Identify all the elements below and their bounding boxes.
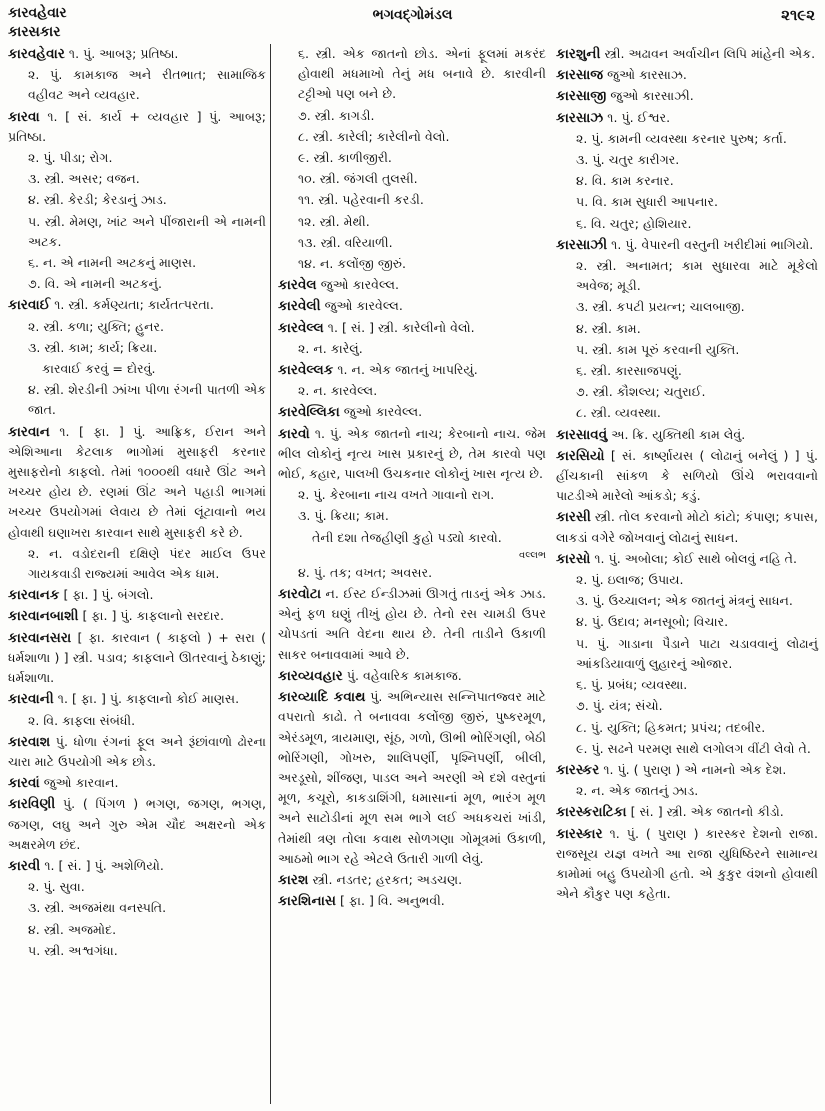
dictionary-entry [278,424,546,485]
definition-text: ૬. ન. એ નામની અટકનું માણસ. [28,255,197,271]
dictionary-entry [8,773,266,793]
headword: કારવાશ [8,733,51,750]
dictionary-entry [556,86,818,106]
entry-sense [278,212,546,232]
dictionary-entry [556,446,818,507]
headword: કારવેલ્લિકા [278,404,340,421]
entry-sense [278,127,546,147]
definition-text: ૧૩. સ્ત્રી. વરિયાળી. [298,234,393,250]
headword: કારસ્કાર [556,825,603,842]
entry-sense [278,563,546,583]
entry-sense [556,319,818,339]
dictionary-entry [8,628,266,689]
definition-text: ૧. [ ફા. ] પું. કાફલાનો કોઈ માણસ. [53,691,240,707]
entry-sense [556,612,818,632]
dictionary-entry [556,549,818,569]
definition-text: ૪. સ્ત્રી. કામ. [576,320,641,336]
headword: કારશિનાસ [278,893,336,910]
dictionary-entry [278,275,546,295]
definition-text: ૧૨. સ્ત્રી. મેથી. [298,213,370,229]
headword: કારવાન [8,423,50,440]
entry-sense [556,171,818,191]
column-2 [278,44,546,912]
entry-sense [556,718,818,738]
entry-sense [8,877,266,897]
dictionary-entry [8,44,266,64]
definition-text: ૧. પું. એક જાતનો નાચ; કેરબાનો નાચ. જેમ ભીલ લોકોનું નૃત્ય ખાસ પ્રકારનું છે, તેમ કારવો પણ ભોઈ, કહાર, પાલખી ઉચકનાર લોકોનું ખાસ નૃત્ય છે. [278,425,546,482]
entry-sense [8,212,266,252]
definition-text: ૨. ન. કારેલું. [298,340,363,356]
headword: કારસાવવું [556,426,608,443]
definition-text: ૮. સ્ત્રી. વ્યવસ્થા. [576,405,661,421]
headword: કારવા [8,108,40,125]
definition-text: જુઓ કારસાઝી. [606,88,694,104]
entry-sense [278,485,546,505]
definition-text: ૧૪. ન. કલોંજી જીરું. [298,256,407,272]
definition-text: ૬. પું. પ્રબંધ; વ્યવસ્થા. [576,677,688,693]
dictionary-entry [278,666,546,686]
definition-text: વલ્લભ [519,549,546,561]
definition-text: ૪. પું. તક; વખત; અવસર. [298,564,433,580]
headword: કારવોટા [278,586,322,603]
headword: કારસી [556,509,591,526]
entry-sense [8,711,266,731]
definition-text: જુઓ કારવેલ્લ. [316,277,400,293]
definition-text: ૬. વિ. ચતુર; હોશિયાર. [576,215,692,231]
headword: કારવાં [8,775,40,792]
definition-text: જુઓ કારસાઝ. [603,67,687,83]
definition-text: પું. ( પિંગળ ) ભગણ, જગણ, ભગણ, જગણ, લઘુ અને ગુરુ એમ ચૌદ અક્ષરનો એક અક્ષરમેળ છંદ. [8,796,266,852]
headword: કારવી [8,857,41,874]
headword: કારસ્કરાટિકા [556,804,627,821]
entry-sense [8,253,266,273]
definition-text: ૧. સ્ત્રી. કર્મણ્યતા; કાર્યતત્પરતા. [50,297,214,313]
definition-text: ૨. પું. સુવા. [28,879,85,895]
dictionary-entry [556,235,818,255]
headword: કારશ [278,871,309,888]
definition-text: ૫. સ્ત્રી. અશ્વગંધા. [28,942,118,958]
definition-text: ૪. સ્ત્રી. અજમોદ. [28,921,117,937]
definition-text: ૧. પું. આબરૂ; પ્રતિષ્ઠા. [64,46,179,61]
dictionary-entry [556,65,818,85]
dictionary-entry [8,107,266,147]
definition-text: ન. ઈસ્ટ ઈન્ડીઝમાં ઊગતું તાડનું એક ઝાડ. એનું ફળ ઘણું તીખું હોય છે. તેનો રસ ચામડી ઉપર ચોપડતાં અતિ વેદના થાય છે. તેની તાડીને ઉકાળી સાકર બનાવવામાં આવે છે. [278,586,546,662]
dictionary-entry [556,802,818,822]
definition-text: ૨. ન. વડોદરાની દક્ષિણે પંદર માઈલ ઉપર ગાયકવાડી રાજ્યમાં આવેલ એક ધામ. [28,545,266,582]
definition-text: પું. ધોળા રંગનાં ફૂલ અને રૂંછાંવાળો ઢોરના ચારા માટે ઉપયોગી એક છોડ. [8,733,266,769]
entry-sense [8,190,266,210]
definition-text: ૩. સ્ત્રી. અજમંથા વનસ્પતિ. [28,900,167,916]
definition-text: ૪. સ્ત્રી. કેરડી; કેરડાનું ઝાડ. [28,192,167,208]
definition-text: ૩. પું. ચતુર કારીગર. [576,152,680,168]
dictionary-entry [8,422,266,543]
definition-text: ૧. પું. અબોલા; કોઈ સાથે બોલવું નહિ તે. [590,550,798,566]
dictionary-entry [278,318,546,338]
dictionary-entry [8,295,266,315]
headword: કારવિણી [8,796,56,813]
headword: કારવો [278,425,310,442]
definition-text: [ ફા. કારવાન ( કાફલો ) + સરા ( ધર્મશાળા ) ] સ્ત્રી. પડાવ; કાફલાને ઊતરવાનું ઠેકાણું; ધર્મશાળા. [8,629,266,686]
definition-text: ૨. વિ. કાફલા સંબંધી. [28,712,136,728]
definition-text: ૪. વિ. કામ કરનાર. [576,173,674,189]
entry-sense [278,506,546,526]
entry-sense [8,920,266,940]
definition-text: [ સં. કાર્ષ્ણાયસ ( લોઢાનું બનેલું ) ] પું. હીંચકાની સાંકળ કે સળિયો ઊંચે ભરાવવાનો પાટડીએ મારેલો આંકડો; કડું. [556,447,818,504]
entry-sense [278,44,546,105]
definition-text: ૫. સ્ત્રી. કામ પૂરું કરવાની યુક્તિ. [576,341,740,357]
entry-sense [556,361,818,381]
source-citation [278,549,546,562]
entry-sense [8,65,266,105]
definition-text: ૩. સ્ત્રી. કપટી પ્રયત્ન; ચાલબાજી. [576,299,745,315]
entry-sense [556,675,818,695]
definition-text: અ. ક્રિ. યુક્તિથી કામ લેવું. [607,426,746,442]
entry-sense [278,381,546,401]
definition-text: ૪. પું. ઉદાવ; મનસૂબો; વિચાર. [576,614,729,630]
entry-sense [8,380,266,420]
definition-text: ૩. પું. ક્રિયા; કામ. [298,508,389,524]
definition-text: ૧૧. સ્ત્રી. પહેરવાની કરડી. [298,192,424,208]
definition-text: ૨. ન. એક જાતનું ઝાડ. [576,783,699,799]
definition-text: ૧. પું. ઈશ્વર. [603,109,671,125]
headword: કારશુની [556,46,601,62]
headword: કારવ્યાદિ કવાથ [278,689,366,706]
entry-sense [278,106,546,126]
headword: કારવેલ્લક [278,362,334,379]
definition-text: ૨. સ્ત્રી. અનામત; કામ સુધારવા માટે મૂકેલો અવેજ; મૂડી. [576,258,818,294]
definition-text: સ્ત્રી. અઢાવન અર્વાચીન લિપિ માંહેની એક. [600,46,816,61]
entry-sense [556,739,818,759]
definition-text: ૭. સ્ત્રી. કાગડી. [298,107,375,123]
entry-sense [556,634,818,674]
entry-sense [8,169,266,189]
dictionary-entry [278,584,546,665]
entry-sense [278,148,546,168]
definition-text: ૫. સ્ત્રી. મેમણ, ખાંટ અને પીંજારાની એ નામની અટક. [28,213,266,249]
dictionary-entry [8,606,266,626]
definition-text: ૪. સ્ત્રી. શેરડીની ઝાંખા પીળા રંગની પાતળી એક જાત. [28,382,266,418]
entry-sense [556,781,818,801]
definition-text: ૧. [ સં. કાર્ય + વ્યવહાર ] પું. આબરૂ; પ્રતિષ્ઠા. [8,108,266,144]
entry-sense [556,696,818,716]
definition-text: ૨. પું. કેરબાના નાચ વખતે ગાવાનો રાગ. [298,487,495,503]
dictionary-entry [8,585,266,605]
definition-text: પું. વહેવારિક કામકાજ. [342,667,462,683]
dictionary-entry [556,507,818,547]
entry-sense [556,340,818,360]
dictionary-entry [556,760,818,780]
definition-text: ૭. સ્ત્રી. કૌશલ્ય; ચતુરાઈ. [576,384,706,400]
headword: કારસિયો [556,447,605,464]
definition-text: ૧૦. સ્ત્રી. જંગલી તુલસી. [298,171,418,187]
column-1 [8,44,266,962]
headword: કારવાનબાશી [8,608,79,625]
entry-sense [278,233,546,253]
headword: કારસાઝ [556,109,604,126]
dictionary-entry [278,687,546,869]
book-title: ભગવદ્ગોમંડલ [372,7,453,23]
definition-text: સ્ત્રી. તોલ કરવાનો મોટો કાંટો; કંપાણ; કપાસ, લાકડાં વગેરે જોખવાનું લોઢાનું સાધન. [556,509,818,545]
column-divider [270,44,271,1104]
entry-sense [8,359,266,379]
dictionary-entry [556,108,818,128]
headword: કારવાનક [8,587,60,604]
entry-sense [556,382,818,402]
entry-sense [278,190,546,210]
headword: કારવાનસરા [8,629,72,646]
dictionary-entry [556,425,818,445]
headword: કારસ્કર [556,761,600,778]
dictionary-entry [8,732,266,772]
dictionary-entry [556,824,818,905]
entry-sense [8,274,266,294]
definition-text: ૮. પું. યુક્તિ; હિકમત; પ્રપંચ; તદબીર. [576,719,766,735]
headword: કારસાઝી [556,236,608,253]
definition-text: ૧. પું. ( પુરાણ ) એ નામનો એક દેશ. [599,761,787,777]
dictionary-entry [278,360,546,380]
definition-text: ૭. પું. યંત્ર; સંચો. [576,698,663,714]
definition-text: [ સં. ] સ્ત્રી. એક જાતનો કીડો. [626,804,784,820]
first-headword: કારવહેવાર [8,5,67,21]
definition-text: ૮. સ્ત્રી. કારેલી; કારેલીનો વેલો. [298,128,450,144]
entry-sense [556,591,818,611]
dictionary-entry [8,856,266,876]
entry-sense [278,254,546,274]
entry-sense [556,297,818,317]
definition-text: ૩. સ્ત્રી. અસર; વજન. [28,171,140,187]
definition-text: જુઓ કારવાન. [39,775,119,791]
headword: કારસો [556,550,591,567]
entry-sense [8,544,266,584]
definition-text: જુઓ કારવેલ્લ. [339,404,423,420]
headword: કારવહેવાર [8,46,65,62]
dictionary-entry [278,891,546,911]
entry-sense [556,570,818,590]
headword: કારવાઈ [8,297,51,314]
headword: કારવ્યવહાર [278,667,343,684]
definition-text: [ ફા. ] પું. કાફલાનો સરદાર. [78,608,225,624]
definition-text: જુઓ કારવેલ્લ. [320,298,403,314]
entry-sense [8,148,266,168]
definition-text: ૩. પું. ઉચ્ચાલન; એક જાતનું મંત્રનું સાધન. [576,593,793,609]
definition-text: ૨. પું. કામની વ્યવસ્થા કરનાર પુરુષ; કર્તા. [576,130,787,146]
dictionary-entry [8,794,266,855]
entry-sense [556,214,818,234]
entry-sense [278,528,546,548]
definition-text: [ ફા. ] પું. બંગલો. [59,587,154,603]
definition-text: કારવાઈ કરવું = દોરવું. [42,361,156,377]
last-headword: કારસકાર [8,24,61,40]
entry-sense [278,339,546,359]
definition-text: ૬. સ્ત્રી. એક જાતનો છોડ. એનાં ફૂલમાં મકરંદ હોવાથી મધમાખો તેનું મધ બનાવે છે. કારવીની ટટ્ટીઓ પણ બને છે. [298,46,546,102]
headword: કારવેલી [278,298,321,315]
definition-text: સ્ત્રી. નડતર; હરકત; અડચણ. [308,871,463,887]
definition-text: [ ફા. ] વિ. અનુભવી. [335,893,445,909]
headword: કારવેલ્લ [278,319,324,336]
page-number: ૨૧૯૨ [781,6,815,24]
entry-sense [8,338,266,358]
headword: કારવાની [8,691,54,708]
entry-sense [8,317,266,337]
entry-sense [8,941,266,961]
entry-sense [556,403,818,423]
definition-text: ૨. ન. કારવેલ્લ. [298,383,378,399]
definition-text: ૨. પું. ઇલાજ; ઉપાય. [576,572,684,588]
definition-text: ૫. વિ. કામ સુધારી આપનાર. [576,194,718,210]
definition-text: ૫. પું. ગાડાના પૈડાને પાટા ચડાવવાનું લોઢાનું આંકડિયાવાળું લુહારનું ઓજાર. [576,635,818,671]
entry-sense [8,898,266,918]
dictionary-entry [278,402,546,422]
dictionary-entry [556,44,818,64]
definition-text: ૯. સ્ત્રી. કાળીજીરી. [298,150,392,166]
definition-text: ૧. ન. એક જાતનું ખાપરિયું. [333,362,478,378]
column-3 [556,44,818,905]
definition-text: તેની દશા તેજહીણી કુહો પડ્યો કારવો. [312,529,502,545]
definition-text: ૨. પું. કામકાજ અને રીતભાત; સામાજિક વહીવટ અને વ્યવહાર. [28,67,266,103]
headword: કારસાજ [556,67,604,84]
definition-text: ૧. પું. વેપારની વસ્તુની ખરીદીમાં ભાગિયો. [607,236,814,252]
definition-text: ૧. [ સં. ] પું. અશેળિયો. [40,857,164,873]
dictionary-entry [278,296,546,316]
definition-text: ૩. સ્ત્રી. કામ; કાર્ય; ક્રિયા. [28,339,158,355]
definition-text: ૧. [ સં. ] સ્ત્રી. કારેલીનો વેલો. [323,319,475,335]
definition-text: ૧. પું. ( પુરાણ ) કારસ્કર દેશનો રાજા. રાજસૂય યજ્ઞ વખતે આ રાજા યુધિષ્ઠિરને સામાન્ય કામોમાં બહુ ઉપયોગી હતો. એ કુકુર વંશનો હોવાથી એને કૌકુર પણ કહેતા. [556,825,818,902]
headword: કારસાજી [556,88,607,105]
definition-text: ૧. [ ફા. ] પું. આફ્રિક, ઈરાન અને એશિઆના કેટલાક ભાગોમાં મુસાફરી કરનાર મુસાફરોનો કાફલો. તેમાં ૧૦૦૦થી વધારે ઊંટ અને ખચ્ચર હોય છે. રણમાં ઊંટ અને પહાડી ભાગમાં ખચ્ચર ઉપયોગમાં લેવાય છે તેમાં લૂંટાવાનો ભય હોવાથી ઘણાખરા કારવાન સાથે મુસાફરી કરે છે. [8,423,266,540]
dictionary-entry [278,870,546,890]
entry-sense [556,129,818,149]
definition-text: ૨. પું. પીડા; રોગ. [28,150,113,166]
entry-sense [556,150,818,170]
definition-text: પું. અભિન્યાસ સન્નિપાતજ્વર માટે વપરાતો કાઢો. તે બનાવવા કલોંજી જીરું, પુષ્કરમૂળ, એરંડમૂળ, ત્રાયમાણ, સૂંઠ, ગળો, ઊભી ભોરિંગણી, બેઠી ભોરિંગણી, ગોખરુ, શાલિપર્ણી, પૃશ્નિપર્ણી, બીલી, અરડૂસો, શીંજણ, પાડલ અને અરણી એ દશે વસ્તુનાં મૂળ, કચૂરો, કાકડાશિંગી, ધમાસાનાં મૂળ, ભારંગ મૂળ અને સાટોડીનાં મૂળ સમ ભાગે લઈ અધકચરાં ખાંડી, તેમાંથી ત્રણ તોલા કવાથ સોળગણા ગોમૂત્રમાં ઉકાળી, આઠમો ભાગ રહે એટલે ઉતારી ગાળી લેવું. [278,689,547,866]
entry-sense [556,256,818,296]
definition-text: ૬. સ્ત્રી. કારસાજપણું. [576,363,682,379]
definition-text: ૯. પું. સઢને પરમણ સાથે લગોલગ વીંટી લેવો તે. [576,740,811,756]
definition-text: ૭. વિ. એ નામની અટકનું. [28,276,162,292]
definition-text: ૨. સ્ત્રી. કળા; યુક્તિ; હુનર. [28,318,164,334]
dictionary-entry [8,689,266,709]
headword: કારવેલ [278,277,317,294]
entry-sense [556,192,818,212]
entry-sense [278,169,546,189]
